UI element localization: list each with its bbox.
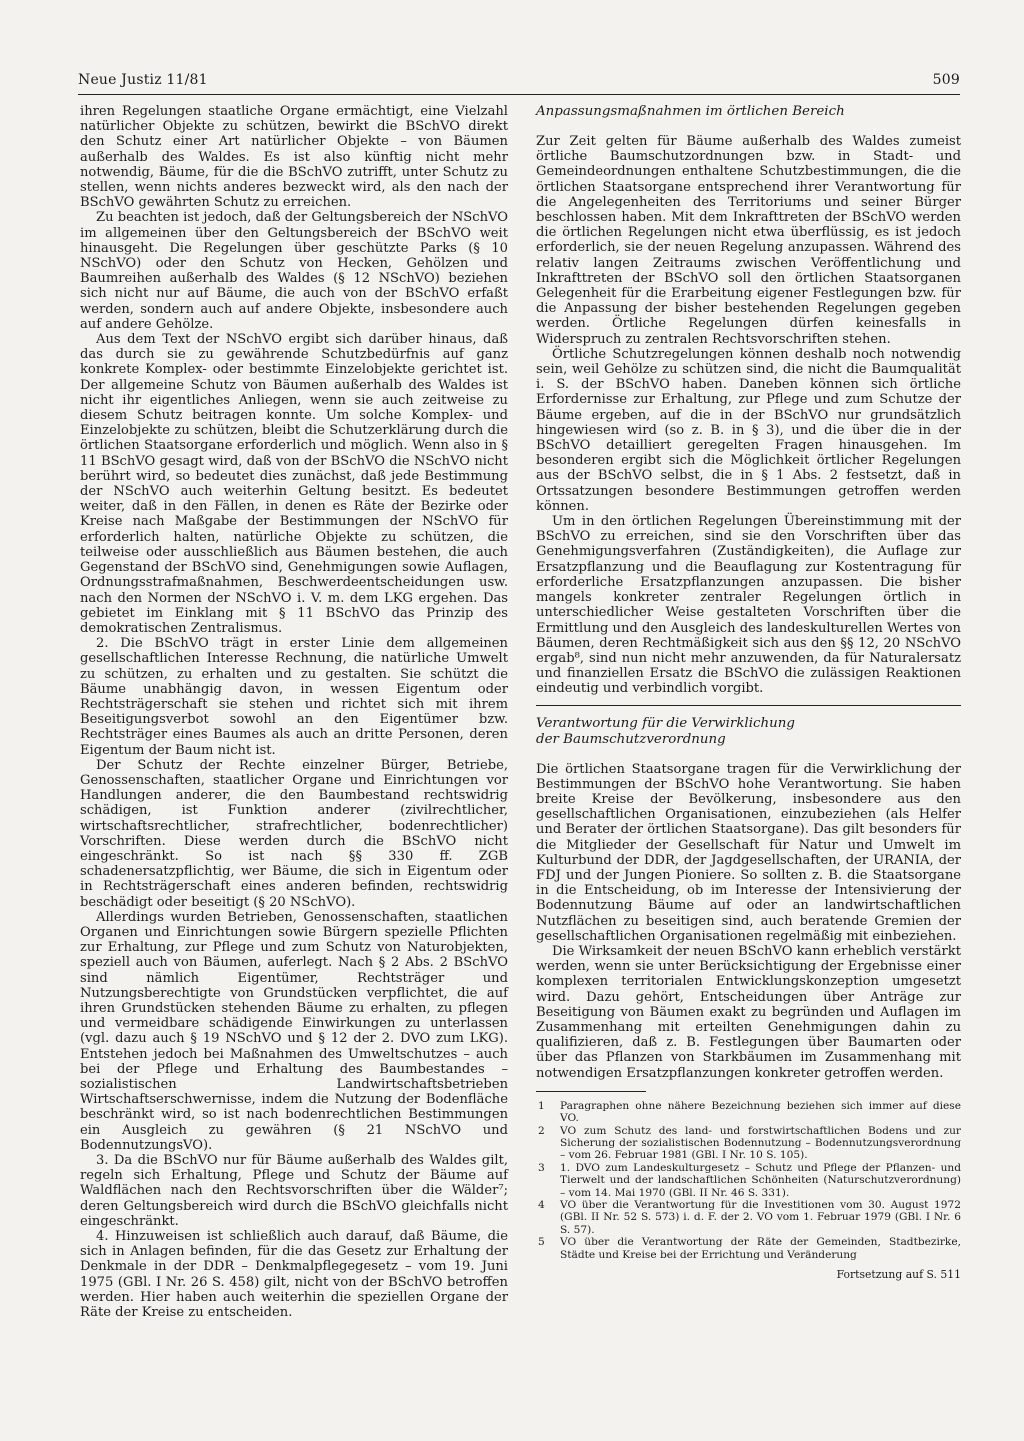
footnote-number: 1: [538, 1099, 545, 1112]
body-paragraph: Die örtlichen Staatsorgane tragen für die Verwirklichung der Bestimmungen der BSchVO hohe Verantwortung. Sie haben breite Kreise der Bevölkerung, insbesondere aus den gesellschaftlichen Organisationen, einzubeziehen (als Helfer und Berater der örtlichen Staatsorgane). Das gilt besonders für die Mitglieder der Gesellschaft für Natur und Umwelt im Kulturbund der DDR, der Jagdgesellschaften, der URANIA, der FDJ und der Jungen Pioniere. So sollten z. B. die Staatsorgane in die Entscheidung, ob im Interesse der Intensivierung der Bodennutzung Bäume auf oder an landwirtschaftlichen Nutzflächen zu beseitigen sind, auch beratende Gremien der gesellschaftlichen Organisationen regelmäßig mit einbeziehen.: [536, 761, 961, 944]
footnotes: [536, 1100, 961, 1282]
footnote-text: VO zum Schutz des land- und forstwirtschaftlichen Bodens und zur Sicherung der sozialistischen Bodennutzung – Bodennutzungsverordnung – vom 26. Februar 1981 (GBl. I Nr. 10 S. 105).: [560, 1124, 961, 1162]
body-paragraph: Aus dem Text der NSchVO ergibt sich darüber hinaus, daß das durch sie zu gewährende Schutzbedürfnis auf ganz konkrete Komplex- oder bestimmte Einzelobjekte gerichtet ist. Der allgemeine Schutz von Bäumen außerhalb des Waldes ist nicht ihr eigentliches Anliegen, wenn sie auch zeitweise zu diesem Schutz beitragen konnte. Um solche Komplex- und Einzelobjekte zu schützen, bleibt die Schutzerklärung durch die örtlichen Staatsorgane erforderlich und möglich. Wenn also in § 11 BSchVO gesagt wird, daß von der BSchVO die NSchVO nicht berührt wird, so bedeutet dies zunächst, daß jede Bestimmung der NSchVO auch weiterhin Geltung besitzt. Es bedeutet weiter, daß in den Fällen, in denen es Räte der Bezirke oder Kreise nach Maßgabe der Bestimmungen der NSchVO für erforderlich halten, natürliche Objekte zu schützen, die teilweise oder ausschließlich aus Bäumen bestehen, die auch Gegenstand der BSchVO sind, Genehmigungen sowie Auflagen, Ordnungsstrafmaßnahmen, Beschwerdeentscheidungen usw. nach den Normen der NSchVO i. V. m. dem LKG ergehen. Das gebietet im Einklang mit § 11 BSchVO das Prinzip des demokratischen Zentralismus.: [80, 332, 508, 636]
footnote: [536, 1236, 961, 1261]
body-paragraph: Allerdings wurden Betrieben, Genossenschaften, staatlichen Organen und Einrichtungen sowie Bürgern spezielle Pflichten zur Erhaltung, zur Pflege und zum Schutz von Naturobjekten, speziell auch von Bäumen, auferlegt. Nach § 2 Abs. 2 BSchVO sind nämlich Eigentümer, Rechtsträger und Nutzungsberechtigte von Grundstücken verpflichtet, die auf ihren Grundstücken stehenden Bäume zu erhalten, zu pflegen und vermeidbare schädigende Einwirkungen zu unterlassen (vgl. dazu auch § 19 NSchVO und § 12 der 2. DVO zum LKG). Entstehen jedoch bei Maßnahmen des Umweltschutzes – auch bei der Pflege und Erhaltung des Baumbestandes – sozialistischen Landwirtschaftsbetrieben Wirtschaftserschwernisse, indem die Nutzung der Bodenfläche beschränkt wird, so ist nach bodenrechtlichen Bestimmungen ein Ausgleich zu gewähren (§ 21 NSchVO und BodennutzungsVO).: [80, 909, 508, 1153]
continued-note: Fortsetzung auf S. 511: [836, 1268, 961, 1282]
body-paragraph: 4. Hinzuweisen ist schließlich auch darauf, daß Bäume, die sich in Anlagen befinden, für die das Gesetz zur Erhaltung der Denkmale in der DDR – Denkmalpflegegesetz – vom 19. Juni 1975 (GBl. I Nr. 26 S. 458) gilt, nicht von der BSchVO betroffen werden. Hier haben auch weiterhin die speziellen Organe der Räte der Kreise zu entscheiden.: [80, 1229, 508, 1321]
header-rule: [78, 94, 960, 95]
footnote-text: Paragraphen ohne nähere Bezeichnung beziehen sich immer auf diese VO.: [560, 1099, 961, 1125]
footnote-divider: [536, 1091, 646, 1092]
footnote-text: VO über die Verantwortung der Räte der Gemeinden, Stadtbezirke, Städte und Kreise bei der Errichtung und Veränderung: [560, 1236, 961, 1261]
footnote-number: 4: [538, 1199, 545, 1212]
body-paragraph: Die Wirksamkeit der neuen BSchVO kann erheblich verstärkt werden, wenn sie unter Berücksichtigung der Ergebnisse einer komplexen territorialen Entwicklungskonzeption umgesetzt wird. Dazu gehört, Entscheidungen über Anträge zur Beseitigung von Bäumen exakt zu begründen und Auflagen im Zusammenhang mit erteilten Genehmigungen dahin zu qualifizieren, daß z. B. Festlegungen über Baumarten oder über das Pflanzen von Starkbäumen im Zusammenhang mit notwendigen Ersatzpflanzungen konkreter getroffen werden.: [536, 943, 961, 1081]
body-paragraph: 2. Die BSchVO trägt in erster Linie dem allgemeinen gesellschaftlichen Interesse Rechnung, die natürliche Umwelt zu schützen, zu erhalten und zu gestalten. Sie schützt die Bäume unabhängig davon, in wessen Eigentum oder Rechtsträgerschaft sie stehen und richtet sich mit ihrem Beseitigungsverbot sowohl an den Eigentümer bzw. Rechtsträger eines Baumes als auch an dritte Personen, deren Eigentum der Baum nicht ist.: [80, 636, 508, 758]
section-divider: [536, 705, 961, 706]
body-paragraph: Zur Zeit gelten für Bäume außerhalb des Waldes zumeist örtliche Baumschutzordnungen bzw. in Stadt- und Gemeindeordnungen enthaltene Schutzbestimmungen, die die örtlichen Staatsorgane entsprechend ihrer Verantwortung für die Angelegenheiten des Territoriums und seiner Bürger beschlossen haben. Mit dem Inkrafttreten der BSchVO werden die örtlichen Regelungen nicht etwa überflüssig, es ist jedoch erforderlich, sie der neuen Regelung anzupassen. Während des relativ langen Zeitraums zwischen Veröffentlichung und Inkrafttreten der BSchVO soll den örtlichen Staatsorganen Gelegenheit für die Erarbeitung eigener Festlegungen bzw. für die Anpassung der bisher bestehenden Regelungen gegeben werden. Örtliche Regelungen dürfen keinesfalls in Widerspruch zu zentralen Rechtsvorschriften stehen.: [536, 134, 961, 347]
body-paragraph: Örtliche Schutzregelungen können deshalb noch notwendig sein, weil Gehölze zu schützen sind, die nicht die Baumqualität i. S. der BSchVO haben. Daneben können sich örtliche Erfordernisse zur Erhaltung, zur Pflege und zum Schutze der Bäume ergeben, auf die in der BSchVO nur grundsätzlich hingewiesen wird (so z. B. in § 3), und die über die in der BSchVO detailliert geregelten Fragen hinausgehen. Im besonderen ergibt sich die Möglichkeit örtlicher Regelungen aus der BSchVO selbst, die in § 1 Abs. 2 festsetzt, daß in Ortssatzungen besondere Bestimmungen getroffen werden können.: [536, 346, 961, 514]
footnote-number: 5: [538, 1236, 545, 1249]
body-paragraph: Um in den örtlichen Regelungen Übereinstimmung mit der BSchVO zu erreichen, sind sie den Vorschriften über das Genehmigungsverfahren (Zuständigkeiten), die Auflage zur Ersatzpflanzung und die Beauflagung zur Kostentragung für erforderliche Ersatzpflanzungen anzupassen. Die bisher mangels konkreter zentraler Regelungen örtlich in unterschiedlicher Weise gestalteten Vorschriften über die Ermittlung und den Ausgleich des landeskulturellen Wertes von Bäumen, deren Rechtmäßigkeit sich aus den §§ 12, 20 NSchVO ergab⁸, sind nun nicht mehr anzuwenden, da für Naturalersatz und finanziellen Ersatz die BSchVO die zulässigen Reaktionen eindeutig und verbindlich vorgibt.: [536, 514, 961, 697]
section-heading-line: der Baumschutzverordnung: [536, 731, 726, 747]
right-column: [536, 104, 961, 1281]
body-paragraph: 3. Da die BSchVO nur für Bäume außerhalb des Waldes gilt, regeln sich Erhaltung, Pflege und Schutz der Bäume auf Waldflächen nach den Rechtsvorschriften über die Wälder⁷; deren Geltungsbereich wird durch die BSchVO gleichfalls nicht eingeschränkt.: [80, 1153, 508, 1229]
body-paragraph: ihren Regelungen staatliche Organe ermächtigt, eine Vielzahl natürlicher Objekte zu schützen, bewirkt die BSchVO direkt den Schutz einer Art natürlicher Objekte – von Bäumen außerhalb des Waldes. Es ist also künftig nicht mehr notwendig, Bäume, für die die BSchVO zutrifft, unter Schutz zu stellen, wenn nichts anderes bezweckt wird, als den nach der BSchVO gewährten Schutz zu erreichen.: [80, 104, 508, 211]
section-heading-line: Verantwortung für die Verwirklichung: [536, 715, 795, 731]
running-header: [78, 72, 960, 94]
section-heading: [536, 716, 961, 748]
left-column: [80, 104, 508, 1320]
body-paragraph: Der Schutz der Rechte einzelner Bürger, Betriebe, Genossenschaften, staatlicher Organe und Einrichtungen vor Handlungen anderer, die den Baumbestand rechtswidrig schädigen, ist Funktion anderer (zivilrechtlicher, wirtschaftsrechtlicher, strafrechtlicher, bodenrechtlicher) Vorschriften. Diese werden durch die BSchVO nicht eingeschränkt. So ist nach §§ 330 ff. ZGB schadenersatzpflichtig, wer Bäume, die sich in Eigentum oder in Rechtsträgerschaft eines anderen befinden, rechtswidrig beschädigt oder beseitigt (§ 20 NSchVO).: [80, 757, 508, 910]
footnote-text: VO über die Verantwortung für die Investitionen vom 30. August 1972 (GBl. II Nr. 52 S. 573) i. d. F. der 2. VO vom 1. Februar 1979 (GBl. I Nr. 6 S. 57).: [560, 1199, 961, 1236]
footnote: [536, 1199, 961, 1236]
page-number: 509: [932, 72, 960, 88]
section-heading-text: Anpassungsmaßnahmen im örtlichen Bereich: [536, 104, 845, 119]
body-paragraph: Zu beachten ist jedoch, daß der Geltungsbereich der NSchVO im allgemeinen über den Geltungsbereich der BSchVO weit hinausgeht. Die Regelungen über geschützte Parks (§ 10 NSchVO) oder den Schutz von Hecken, Gehölzen und Baumreihen außerhalb des Waldes (§ 12 NSchVO) beziehen sich nicht nur auf Bäume, die auch von der BSchVO erfaßt werden, sondern auch auf andere Objekte, insbesondere auch auf andere Gehölze.: [80, 210, 508, 332]
footnote: [536, 1125, 961, 1162]
footnote: [536, 1100, 961, 1125]
footnote-number: 3: [538, 1161, 545, 1174]
footnote-number: 2: [538, 1124, 545, 1137]
journal-issue: Neue Justiz 11/81: [78, 72, 208, 88]
section-heading: [536, 104, 961, 120]
footnote: [536, 1162, 961, 1199]
footnote-text: 1. DVO zum Landeskulturgesetz – Schutz und Pflege der Pflanzen- und Tierwelt und der landschaftlichen Schönheiten (Naturschutzverordnung) – vom 14. Mai 1970 (GBl. II Nr. 46 S. 331).: [560, 1161, 961, 1199]
